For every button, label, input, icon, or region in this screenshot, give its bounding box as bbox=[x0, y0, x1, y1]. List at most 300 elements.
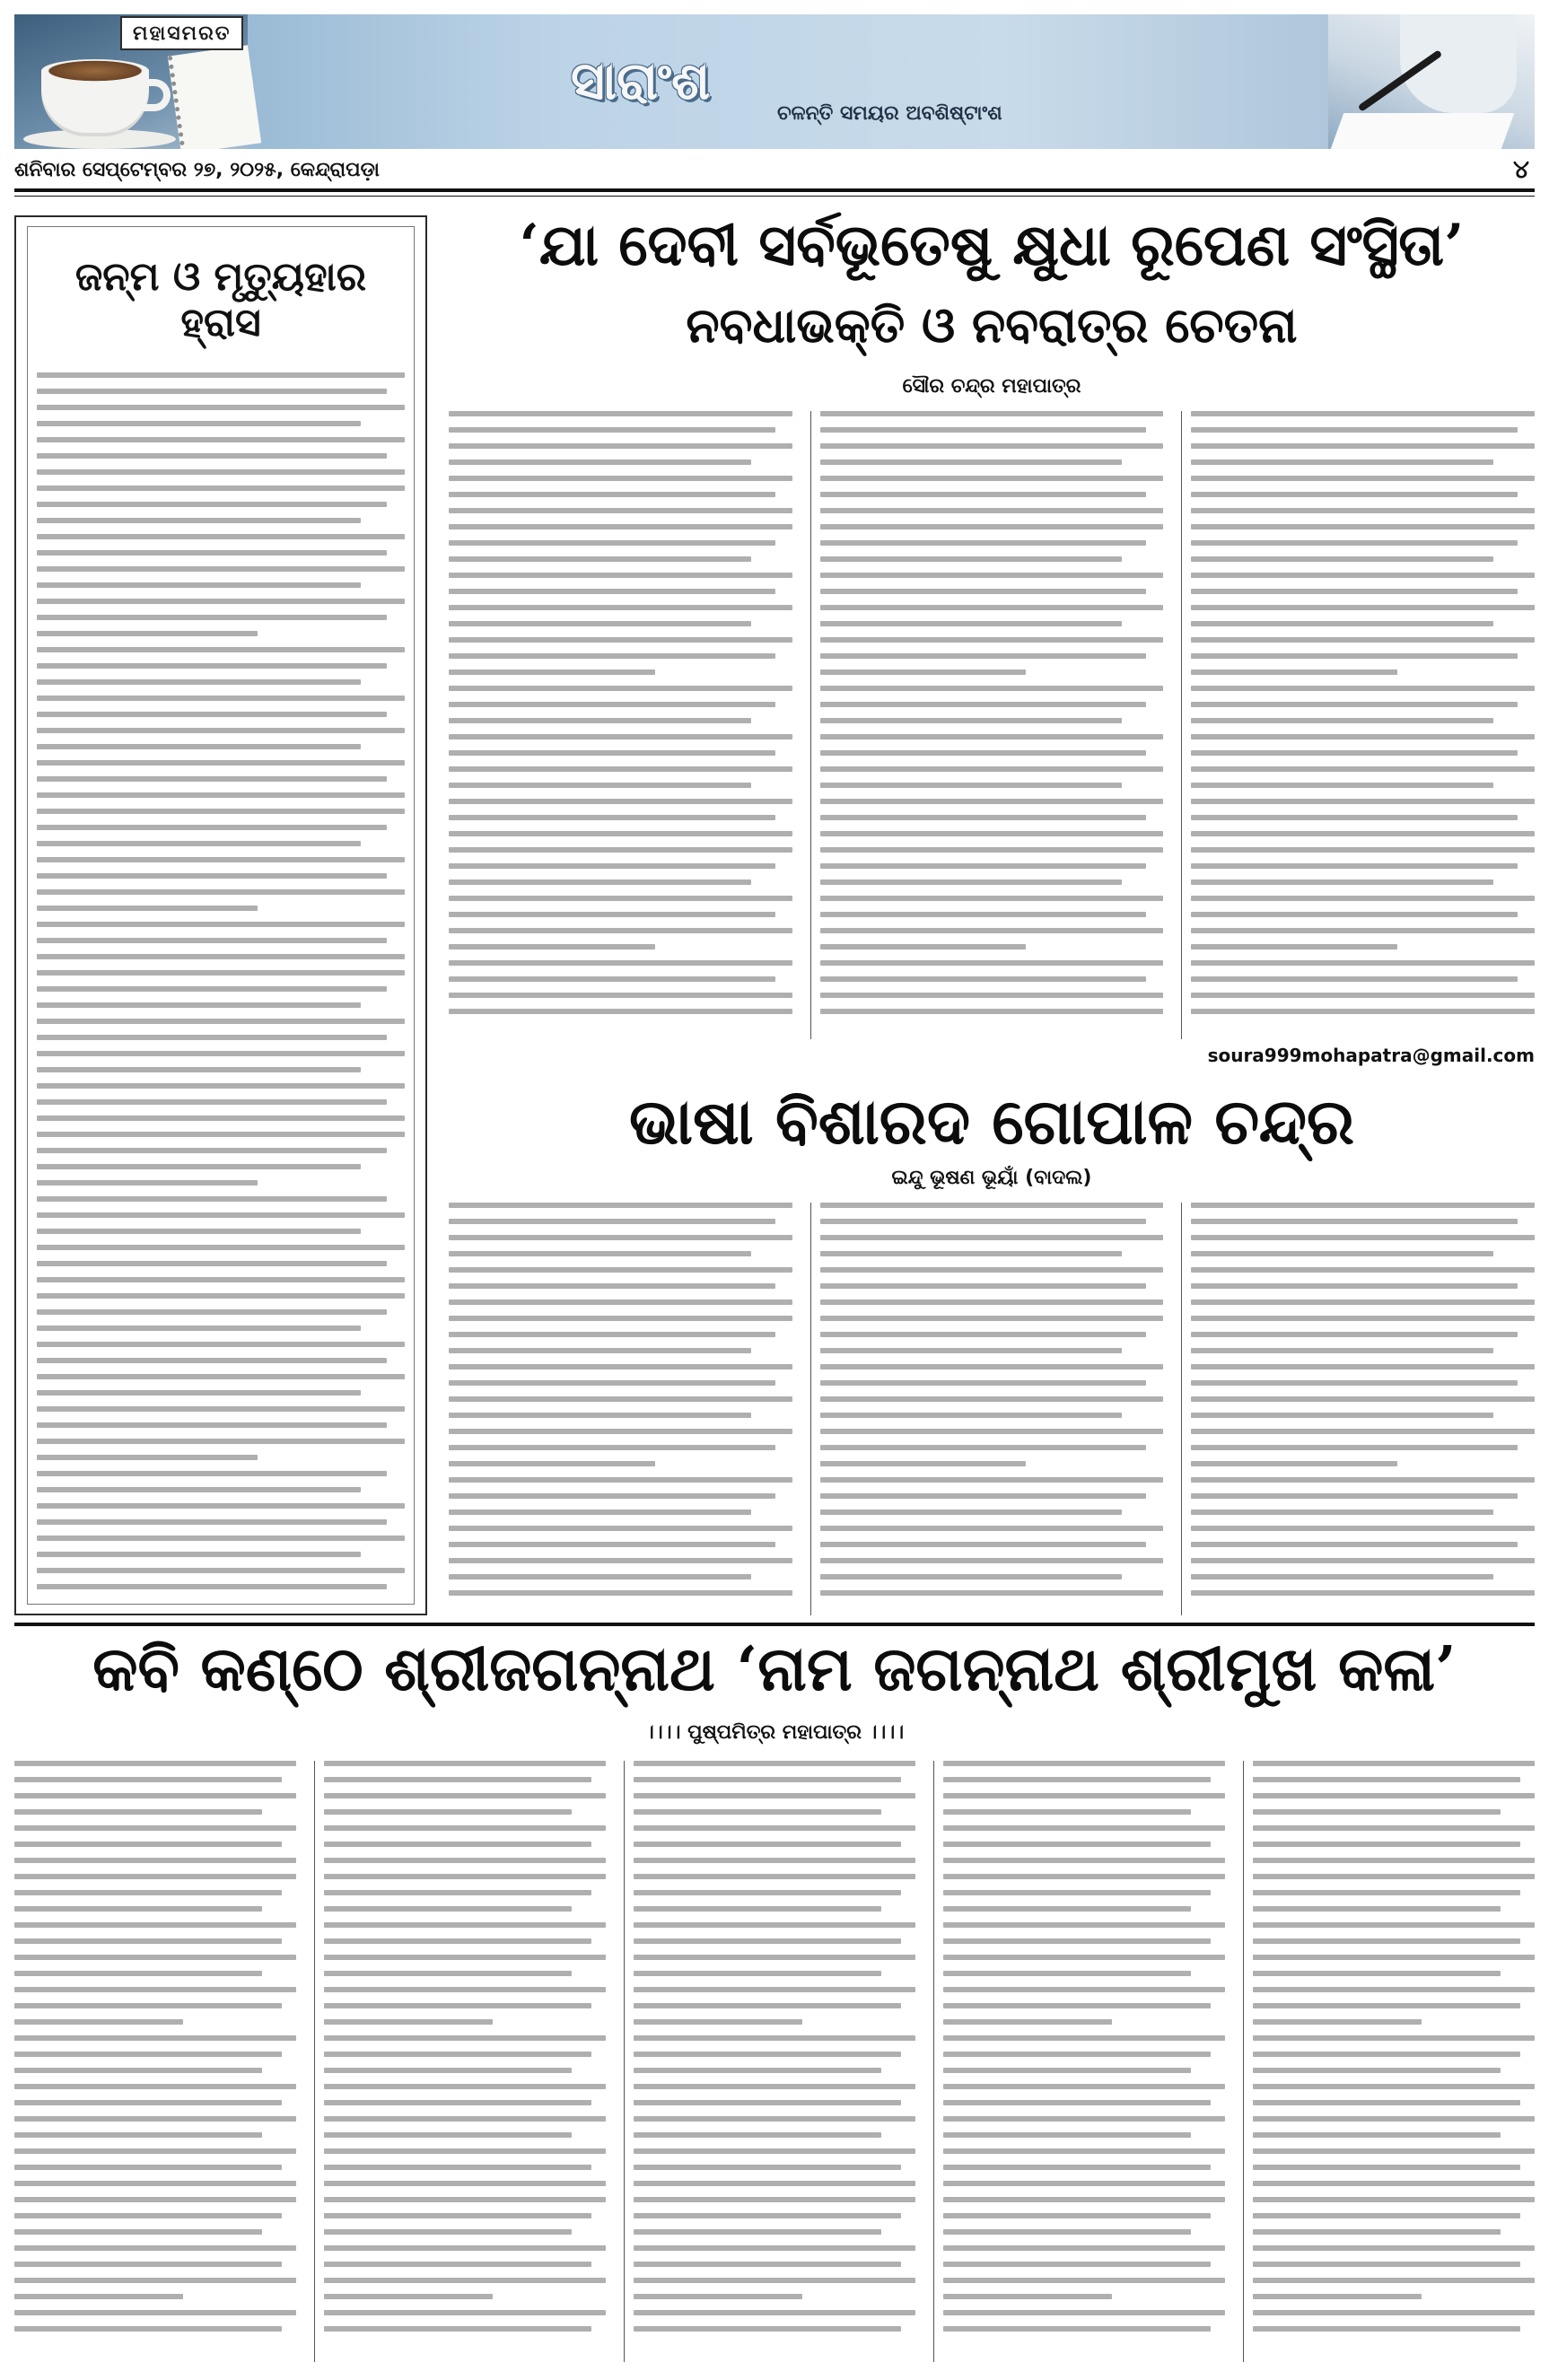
article2-headline: ଭାଷା ବିଶାରଦ ଗୋପାଳ ଚନ୍ଦ୍ର bbox=[628, 1084, 1355, 1159]
text-line bbox=[1191, 669, 1397, 675]
text-line bbox=[634, 2165, 901, 2170]
text-line bbox=[1191, 1348, 1493, 1353]
text-line bbox=[820, 815, 1147, 820]
text-line bbox=[634, 1906, 881, 1912]
text-line bbox=[14, 2084, 296, 2089]
text-line bbox=[324, 2052, 591, 2057]
text-line bbox=[1191, 718, 1493, 723]
article3-byline: ।।।। ପୁଷ୍ପମିତ୍ର ମହାପାତ୍ର ।।।। bbox=[644, 1721, 905, 1744]
text-line bbox=[1253, 2229, 1501, 2235]
text-line bbox=[37, 1212, 405, 1218]
text-line bbox=[820, 443, 1164, 449]
text-line bbox=[820, 1332, 1147, 1337]
text-line bbox=[634, 2019, 802, 2025]
article3-column bbox=[624, 1761, 915, 2362]
text-line bbox=[37, 518, 361, 523]
text-line bbox=[449, 896, 792, 901]
text-line bbox=[820, 621, 1123, 626]
text-line bbox=[37, 760, 405, 766]
text-line bbox=[820, 1461, 1027, 1466]
text-line bbox=[943, 2116, 1225, 2122]
text-line bbox=[14, 1793, 296, 1798]
text-line bbox=[449, 1380, 775, 1386]
text-line bbox=[1191, 621, 1493, 626]
text-line bbox=[1253, 2052, 1520, 2057]
text-line bbox=[14, 2068, 262, 2073]
text-line bbox=[634, 1809, 881, 1815]
text-line bbox=[943, 1809, 1191, 1815]
text-line bbox=[1191, 1396, 1535, 1402]
page-number: ୪ bbox=[1513, 154, 1529, 184]
text-line bbox=[1191, 993, 1535, 998]
text-line bbox=[634, 1761, 915, 1766]
text-line bbox=[1191, 1299, 1535, 1305]
text-line bbox=[324, 1906, 572, 1912]
article3-headline: କବି କଣ୍ଠେ ଶ୍ରୀଜଗନ୍ନାଥ ‘ନାମ ଜଗନ୍ନାଥ ଶ୍ରୀମୁଖ କଳା’ bbox=[92, 1633, 1457, 1705]
text-line bbox=[1253, 2084, 1535, 2089]
text-line bbox=[449, 1267, 792, 1273]
text-line bbox=[943, 1955, 1225, 1960]
text-line bbox=[634, 2197, 915, 2202]
text-line bbox=[37, 1164, 361, 1169]
text-line bbox=[37, 857, 405, 862]
text-line bbox=[1191, 605, 1535, 610]
text-line bbox=[449, 1542, 775, 1547]
text-line bbox=[1253, 1777, 1520, 1782]
text-line bbox=[449, 799, 792, 804]
sidebar-title: ଜନ୍ମ ଓ ମୃତ୍ୟୁହାର ହ୍ରାସ bbox=[74, 254, 367, 346]
text-line bbox=[449, 1364, 792, 1369]
text-line bbox=[820, 799, 1164, 804]
article2-body bbox=[449, 1203, 1535, 1615]
text-line bbox=[1191, 1493, 1518, 1499]
text-line bbox=[943, 2084, 1225, 2089]
text-line bbox=[324, 1971, 572, 1976]
text-line bbox=[634, 2245, 915, 2251]
text-line bbox=[1191, 879, 1493, 885]
article1-column bbox=[810, 411, 1164, 1039]
text-line bbox=[820, 1267, 1164, 1273]
text-line bbox=[449, 1558, 792, 1563]
article3-column bbox=[933, 1761, 1225, 2362]
text-line bbox=[449, 1493, 775, 1499]
text-line bbox=[37, 1422, 387, 1428]
text-line bbox=[820, 1590, 1164, 1596]
text-line bbox=[37, 437, 405, 442]
text-line bbox=[37, 1342, 405, 1347]
article3-column bbox=[14, 1761, 296, 2362]
text-line bbox=[1191, 411, 1535, 416]
text-line bbox=[37, 1277, 405, 1282]
text-line bbox=[37, 1099, 387, 1105]
text-line bbox=[820, 508, 1164, 513]
text-line bbox=[820, 702, 1147, 707]
text-line bbox=[1253, 1938, 1520, 1944]
page-tagline: ଚଳନ୍ତି ସମୟର ଅବଶିଷ୍ଟାଂଶ bbox=[777, 102, 1002, 125]
article2-column bbox=[449, 1203, 792, 1615]
text-line bbox=[820, 1574, 1123, 1579]
text-line bbox=[820, 912, 1147, 917]
author-email: soura999mohapatra@gmail.com bbox=[1207, 1045, 1535, 1066]
text-line bbox=[943, 2245, 1225, 2251]
text-line bbox=[943, 2035, 1225, 2041]
text-line bbox=[1253, 1906, 1501, 1912]
text-line bbox=[1191, 863, 1518, 869]
text-line bbox=[37, 1503, 405, 1509]
text-line bbox=[37, 809, 405, 814]
text-line bbox=[943, 2310, 1225, 2315]
text-line bbox=[1253, 1971, 1501, 1976]
text-line bbox=[14, 2100, 282, 2105]
text-line bbox=[449, 1219, 775, 1224]
issue-date: ଶନିବାର ସେପ୍ଟେମ୍ବର ୨୭, ୨୦୨୫, କେନ୍ଦ୍ରାପଡ଼ା bbox=[14, 158, 380, 181]
text-line bbox=[634, 1842, 901, 1847]
text-line bbox=[634, 1858, 915, 1863]
text-line bbox=[37, 1261, 387, 1266]
text-line bbox=[37, 663, 387, 669]
text-line bbox=[634, 1955, 915, 1960]
text-line bbox=[820, 1380, 1147, 1386]
text-line bbox=[449, 524, 792, 529]
text-line bbox=[14, 2229, 262, 2235]
writing-hand-photo bbox=[1328, 14, 1535, 149]
text-line bbox=[634, 2035, 915, 2041]
text-line bbox=[37, 1390, 361, 1396]
text-line bbox=[37, 1002, 361, 1008]
text-line bbox=[449, 815, 775, 820]
text-line bbox=[449, 1299, 792, 1305]
text-line bbox=[820, 492, 1147, 497]
text-line bbox=[324, 1890, 591, 1895]
text-line bbox=[1191, 847, 1535, 853]
text-line bbox=[37, 405, 405, 410]
text-line bbox=[1191, 1009, 1535, 1014]
text-line bbox=[449, 993, 792, 998]
text-line bbox=[14, 2213, 282, 2218]
text-line bbox=[449, 1332, 775, 1337]
text-line bbox=[37, 372, 405, 378]
text-line bbox=[1191, 1316, 1535, 1321]
text-line bbox=[449, 1590, 792, 1596]
text-line bbox=[634, 2052, 901, 2057]
text-line bbox=[1191, 1413, 1493, 1418]
text-line bbox=[324, 1777, 591, 1782]
text-line bbox=[634, 1971, 881, 1976]
text-line bbox=[943, 1825, 1225, 1831]
article2-byline: ଇନ୍ଦୁ ଭୂଷଣ ଭୂୟାଁ (ବାଦଲ) bbox=[891, 1167, 1092, 1189]
text-line bbox=[1191, 589, 1518, 594]
text-line bbox=[449, 508, 792, 513]
text-line bbox=[324, 2068, 572, 2073]
sidebar-body bbox=[37, 372, 405, 1589]
text-line bbox=[943, 1906, 1191, 1912]
text-line bbox=[37, 1229, 361, 1234]
text-line bbox=[14, 1922, 296, 1928]
text-line bbox=[943, 1971, 1191, 1976]
text-line bbox=[449, 702, 775, 707]
article1-headline: ‘ଯା ଦେବୀ ସର୍ବଭୂତେଷୁ କ୍ଷୁଧା ରୂପେଣ ସଂସ୍ଥିତା’ bbox=[519, 212, 1465, 279]
text-line bbox=[634, 2003, 901, 2008]
text-line bbox=[449, 863, 775, 869]
text-line bbox=[943, 2132, 1191, 2138]
text-line bbox=[820, 1477, 1164, 1483]
header-divider-thin bbox=[14, 196, 1535, 197]
text-line bbox=[820, 653, 1147, 659]
text-line bbox=[820, 459, 1123, 465]
text-line bbox=[14, 2052, 282, 2057]
text-line bbox=[324, 2165, 591, 2170]
text-line bbox=[449, 540, 775, 546]
text-line bbox=[943, 1858, 1225, 1863]
text-line bbox=[634, 1987, 915, 1992]
text-line bbox=[1191, 653, 1518, 659]
text-line bbox=[634, 2084, 915, 2089]
text-line bbox=[324, 1793, 606, 1798]
text-line bbox=[37, 1293, 405, 1299]
text-line bbox=[449, 960, 792, 966]
text-line bbox=[14, 1938, 282, 1944]
text-line bbox=[449, 621, 751, 626]
text-line bbox=[1253, 1825, 1535, 1831]
text-line bbox=[324, 2213, 591, 2218]
text-line bbox=[449, 1009, 792, 1014]
text-line bbox=[14, 2019, 183, 2025]
text-line bbox=[324, 2294, 493, 2299]
text-line bbox=[943, 2294, 1112, 2299]
text-line bbox=[449, 750, 775, 756]
text-line bbox=[37, 647, 405, 652]
text-line bbox=[820, 960, 1164, 966]
text-line bbox=[1191, 1429, 1535, 1434]
text-line bbox=[1191, 1526, 1535, 1531]
text-line bbox=[1191, 459, 1493, 465]
text-line bbox=[37, 1519, 387, 1525]
text-line bbox=[14, 1971, 262, 1976]
text-line bbox=[1191, 508, 1535, 513]
text-line bbox=[37, 615, 387, 620]
text-line bbox=[324, 1987, 606, 1992]
text-line bbox=[449, 1203, 792, 1208]
text-line bbox=[324, 2148, 606, 2154]
text-line bbox=[449, 1526, 792, 1531]
text-line bbox=[1191, 492, 1518, 497]
text-line bbox=[37, 873, 387, 879]
text-line bbox=[37, 679, 361, 685]
text-line bbox=[943, 2326, 1211, 2332]
text-line bbox=[1253, 2262, 1520, 2267]
text-line bbox=[1191, 1332, 1518, 1337]
text-line bbox=[449, 944, 655, 949]
text-line bbox=[1253, 2035, 1535, 2041]
text-line bbox=[14, 2181, 296, 2186]
text-line bbox=[37, 1180, 258, 1186]
text-line bbox=[37, 502, 387, 507]
article2-column bbox=[1181, 1203, 1535, 1615]
text-line bbox=[449, 427, 775, 433]
text-line bbox=[1191, 556, 1493, 562]
text-line bbox=[943, 2165, 1211, 2170]
text-line bbox=[1191, 1380, 1518, 1386]
text-line bbox=[449, 589, 775, 594]
text-line bbox=[14, 2310, 296, 2315]
text-line bbox=[1253, 2294, 1422, 2299]
text-line bbox=[324, 2245, 606, 2251]
text-line bbox=[820, 1348, 1123, 1353]
text-line bbox=[943, 1987, 1225, 1992]
text-line bbox=[449, 492, 775, 497]
text-line bbox=[634, 2262, 901, 2267]
text-line bbox=[14, 2245, 296, 2251]
text-line bbox=[1191, 766, 1535, 772]
text-line bbox=[1191, 540, 1518, 546]
article1-column bbox=[1181, 411, 1535, 1039]
text-line bbox=[634, 2294, 802, 2299]
text-line bbox=[943, 2181, 1225, 2186]
text-line bbox=[1191, 815, 1518, 820]
text-line bbox=[14, 2035, 296, 2041]
text-line bbox=[820, 427, 1147, 433]
text-line bbox=[449, 1509, 751, 1515]
text-line bbox=[820, 847, 1164, 853]
text-line bbox=[37, 1326, 361, 1331]
text-line bbox=[37, 1374, 405, 1379]
text-line bbox=[449, 783, 751, 788]
text-line bbox=[449, 1477, 792, 1483]
text-line bbox=[943, 2100, 1211, 2105]
text-line bbox=[1191, 750, 1518, 756]
text-line bbox=[1191, 944, 1397, 949]
text-line bbox=[820, 1283, 1147, 1289]
text-line bbox=[324, 2100, 591, 2105]
text-line bbox=[943, 1777, 1211, 1782]
text-line bbox=[1191, 1364, 1535, 1369]
text-line bbox=[14, 2197, 296, 2202]
text-line bbox=[820, 605, 1164, 610]
text-line bbox=[1191, 1219, 1518, 1224]
text-line bbox=[1191, 1267, 1535, 1273]
text-line bbox=[1253, 1922, 1535, 1928]
text-line bbox=[449, 718, 751, 723]
text-line bbox=[1191, 476, 1535, 481]
text-line bbox=[1253, 2019, 1422, 2025]
text-line bbox=[634, 1922, 915, 1928]
text-line bbox=[1191, 896, 1535, 901]
text-line bbox=[820, 783, 1123, 788]
text-line bbox=[37, 1245, 405, 1250]
text-line bbox=[37, 841, 361, 846]
text-line bbox=[943, 2068, 1191, 2073]
text-line bbox=[820, 1526, 1164, 1531]
dateline bbox=[14, 154, 1535, 185]
text-line bbox=[37, 1455, 258, 1460]
text-line bbox=[324, 2197, 606, 2202]
text-line bbox=[37, 550, 387, 556]
text-line bbox=[1191, 960, 1535, 966]
text-line bbox=[14, 1987, 296, 1992]
text-line bbox=[634, 1825, 915, 1831]
text-line bbox=[449, 556, 751, 562]
text-line bbox=[943, 1922, 1225, 1928]
text-line bbox=[634, 1793, 915, 1798]
text-line bbox=[324, 1825, 606, 1831]
text-line bbox=[37, 792, 405, 798]
text-line bbox=[37, 776, 387, 782]
text-line bbox=[449, 669, 655, 675]
text-line bbox=[1253, 2003, 1520, 2008]
text-line bbox=[1253, 2148, 1535, 2154]
text-line bbox=[820, 1445, 1147, 1450]
text-line bbox=[634, 2068, 881, 2073]
text-line bbox=[37, 1148, 387, 1153]
text-line bbox=[449, 573, 792, 578]
article3-body bbox=[14, 1761, 1535, 2362]
text-line bbox=[820, 1299, 1164, 1305]
text-line bbox=[820, 734, 1164, 739]
text-line bbox=[37, 1552, 361, 1557]
text-line bbox=[449, 1348, 751, 1353]
text-line bbox=[943, 2262, 1211, 2267]
text-line bbox=[324, 1761, 606, 1766]
text-line bbox=[37, 1309, 387, 1315]
text-line bbox=[449, 605, 792, 610]
text-line bbox=[449, 1396, 792, 1402]
text-line bbox=[1191, 1477, 1535, 1483]
text-line bbox=[324, 1842, 591, 1847]
text-line bbox=[1191, 1283, 1518, 1289]
text-line bbox=[820, 1493, 1147, 1499]
text-line bbox=[1191, 912, 1518, 917]
text-line bbox=[449, 831, 792, 836]
text-line bbox=[820, 411, 1164, 416]
text-line bbox=[449, 1235, 792, 1240]
text-line bbox=[1253, 1809, 1501, 1815]
text-line bbox=[324, 2229, 572, 2235]
text-line bbox=[634, 1890, 901, 1895]
text-line bbox=[449, 976, 775, 982]
text-line bbox=[820, 524, 1164, 529]
text-line bbox=[324, 2132, 572, 2138]
text-line bbox=[943, 2148, 1225, 2154]
text-line bbox=[449, 1251, 751, 1256]
text-line bbox=[634, 2278, 915, 2283]
text-line bbox=[37, 453, 387, 459]
text-line bbox=[820, 1203, 1164, 1208]
text-line bbox=[14, 1777, 282, 1782]
text-line bbox=[37, 696, 405, 701]
text-line bbox=[1253, 2181, 1535, 2186]
text-line bbox=[14, 1761, 296, 1766]
text-line bbox=[449, 653, 775, 659]
text-line bbox=[449, 686, 792, 691]
text-line bbox=[37, 1116, 405, 1121]
text-line bbox=[1253, 1842, 1520, 1847]
text-line bbox=[1253, 1761, 1535, 1766]
text-line bbox=[943, 2229, 1191, 2235]
text-line bbox=[37, 889, 405, 895]
text-line bbox=[1253, 2116, 1535, 2122]
text-line bbox=[37, 1358, 387, 1363]
text-line bbox=[820, 1251, 1123, 1256]
text-line bbox=[37, 1051, 405, 1056]
text-line bbox=[14, 2165, 282, 2170]
text-line bbox=[820, 573, 1164, 578]
text-line bbox=[37, 954, 405, 959]
text-line bbox=[634, 1777, 901, 1782]
text-line bbox=[1191, 1590, 1535, 1596]
text-line bbox=[37, 938, 387, 943]
text-line bbox=[324, 1874, 606, 1879]
text-line bbox=[943, 1761, 1225, 1766]
